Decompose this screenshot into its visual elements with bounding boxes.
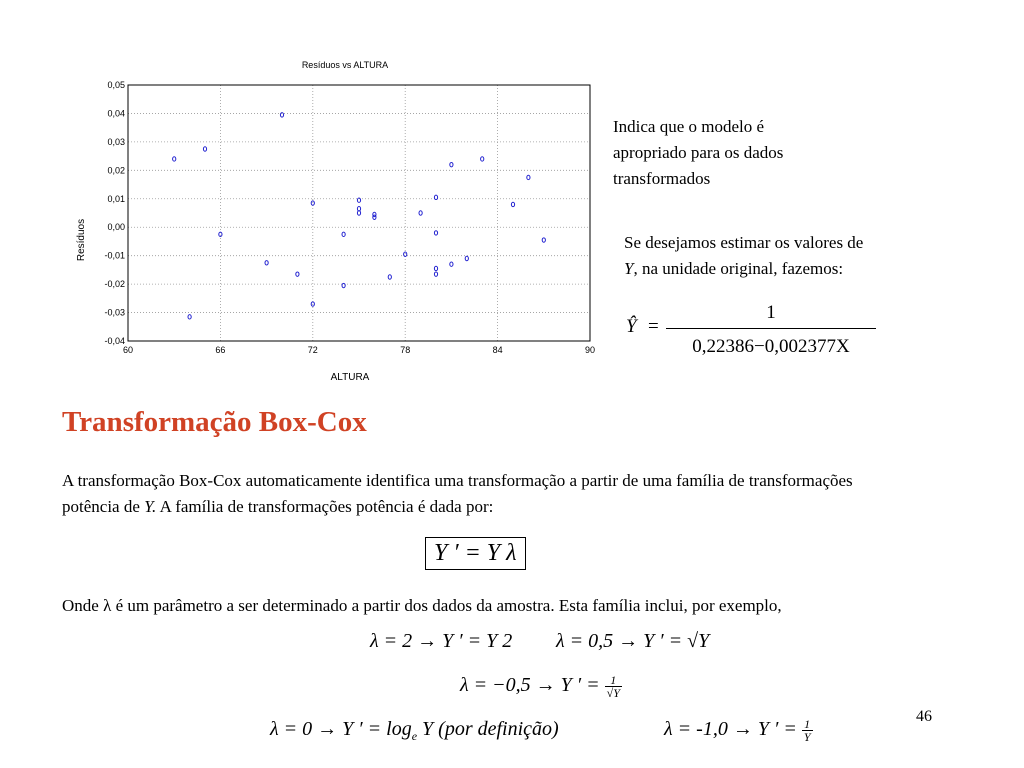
- y-tick-label: 0,04: [107, 108, 125, 119]
- intro-paragraph: [62, 468, 902, 520]
- eq3b-text: λ = -1,0 → Y ′ =: [664, 718, 797, 741]
- residuals-scatter-chart: [60, 50, 610, 390]
- example-eq-lambda-neg-1: [664, 718, 813, 743]
- fraction-numerator: 1: [766, 302, 776, 323]
- scatter-point: [357, 211, 360, 215]
- eq2-text: λ = −0,5 → Y ′ =: [460, 674, 600, 697]
- x-tick-label: 66: [215, 345, 226, 355]
- estimate-note-var: Y: [624, 259, 634, 278]
- scatter-point: [481, 157, 484, 161]
- page-number: 46: [916, 708, 932, 725]
- x-tick-label: 78: [400, 345, 411, 355]
- y-tick-label: 0,00: [107, 222, 125, 233]
- scatter-point: [542, 238, 545, 242]
- y-tick-label: -0,02: [104, 279, 125, 290]
- scatter-point: [296, 272, 299, 276]
- scatter-point: [357, 207, 360, 211]
- yhat-symbol: Ŷ: [626, 316, 637, 337]
- scatter-point: [527, 175, 530, 179]
- scatter-point: [419, 211, 422, 215]
- scatter-point: [404, 252, 407, 256]
- y-tick-label: -0,03: [104, 307, 125, 318]
- chart-xlabel: ALTURA: [330, 372, 370, 383]
- scatter-point: [434, 266, 437, 270]
- eq2-frac-num: 1: [605, 674, 622, 687]
- eq3b-frac-den: Y: [803, 730, 811, 744]
- example-eq-lambda-0: [270, 718, 559, 744]
- x-tick-label: 84: [492, 345, 503, 355]
- example-eq-lambda-2: λ = 2 → Y ′ = Y 2: [370, 630, 513, 652]
- chart-ylabel: Resíduos: [76, 218, 87, 262]
- power-family-formula: Y ′ = Y λ: [425, 537, 526, 570]
- intro-part1: A transformação Box-Cox automaticamente identifica uma transformação a partir de uma família de transformações potência de: [62, 471, 853, 516]
- eq3b-frac-num: 1: [802, 718, 813, 731]
- example-eq-lambda-0-5: λ = 0,5 → Y ′ = √Y: [556, 630, 710, 652]
- scatter-point: [450, 262, 453, 266]
- eq3a-sub: e: [411, 729, 418, 743]
- scatter-point: [373, 215, 376, 219]
- scatter-point: [203, 147, 206, 151]
- intro-part2: A família de transformações potência é dada por:: [156, 497, 494, 516]
- scatter-point: [265, 261, 268, 265]
- y-tick-label: 0,01: [107, 193, 125, 204]
- scatter-point: [465, 256, 468, 260]
- eq3b-fraction: [802, 718, 813, 743]
- y-tick-label: 0,05: [107, 80, 125, 90]
- scatter-point: [434, 231, 437, 235]
- scatter-point: [434, 272, 437, 276]
- scatter-point: [511, 202, 514, 206]
- lambda-paragraph: Onde λ é um parâmetro a ser determinado a partir dos dados da amostra. Esta família inclui, por exemplo,: [62, 596, 782, 615]
- plot-frame: [128, 85, 590, 341]
- equals-sign: =: [648, 316, 659, 337]
- eq3a-text: λ = 0 → Y ′ = log: [270, 718, 412, 740]
- x-tick-label: 60: [122, 345, 134, 355]
- intro-var: Y.: [144, 497, 157, 516]
- y-tick-label: -0,01: [104, 250, 125, 261]
- estimate-note-post: , na unidade original, fazemos:: [633, 259, 844, 278]
- eq2-fraction: [605, 674, 622, 699]
- eq2-frac-den: √Y: [606, 686, 620, 700]
- fraction-denominator: 0,22386−0,002377X: [692, 336, 850, 357]
- x-tick-label: 72: [307, 345, 318, 355]
- y-tick-label: 0,03: [107, 136, 125, 147]
- fraction-line: [666, 328, 876, 329]
- scatter-point: [434, 195, 437, 199]
- model-appropriate-note: Indica que o modelo é apropriado para os dados transformados: [613, 117, 784, 188]
- scatter-point: [388, 275, 391, 279]
- example-eq-lambda-neg-0-5: [460, 674, 622, 699]
- x-tick-label: 90: [584, 345, 596, 355]
- scatter-point: [188, 315, 191, 319]
- estimate-note: [624, 230, 964, 282]
- y-tick-label: -0,04: [104, 336, 125, 346]
- y-tick-label: 0,02: [107, 165, 125, 176]
- scatter-point: [342, 232, 345, 236]
- scatter-point: [450, 162, 453, 166]
- scatter-point: [342, 283, 345, 287]
- scatter-point: [173, 157, 176, 161]
- estimate-note-pre: Se desejamos estimar os valores de: [624, 233, 864, 252]
- eq3a-tail: Y (por definição): [417, 718, 559, 740]
- scatter-point: [311, 201, 314, 205]
- chart-title: Resíduos vs ALTURA: [301, 60, 389, 70]
- section-heading: Transformação Box-Cox: [62, 406, 367, 438]
